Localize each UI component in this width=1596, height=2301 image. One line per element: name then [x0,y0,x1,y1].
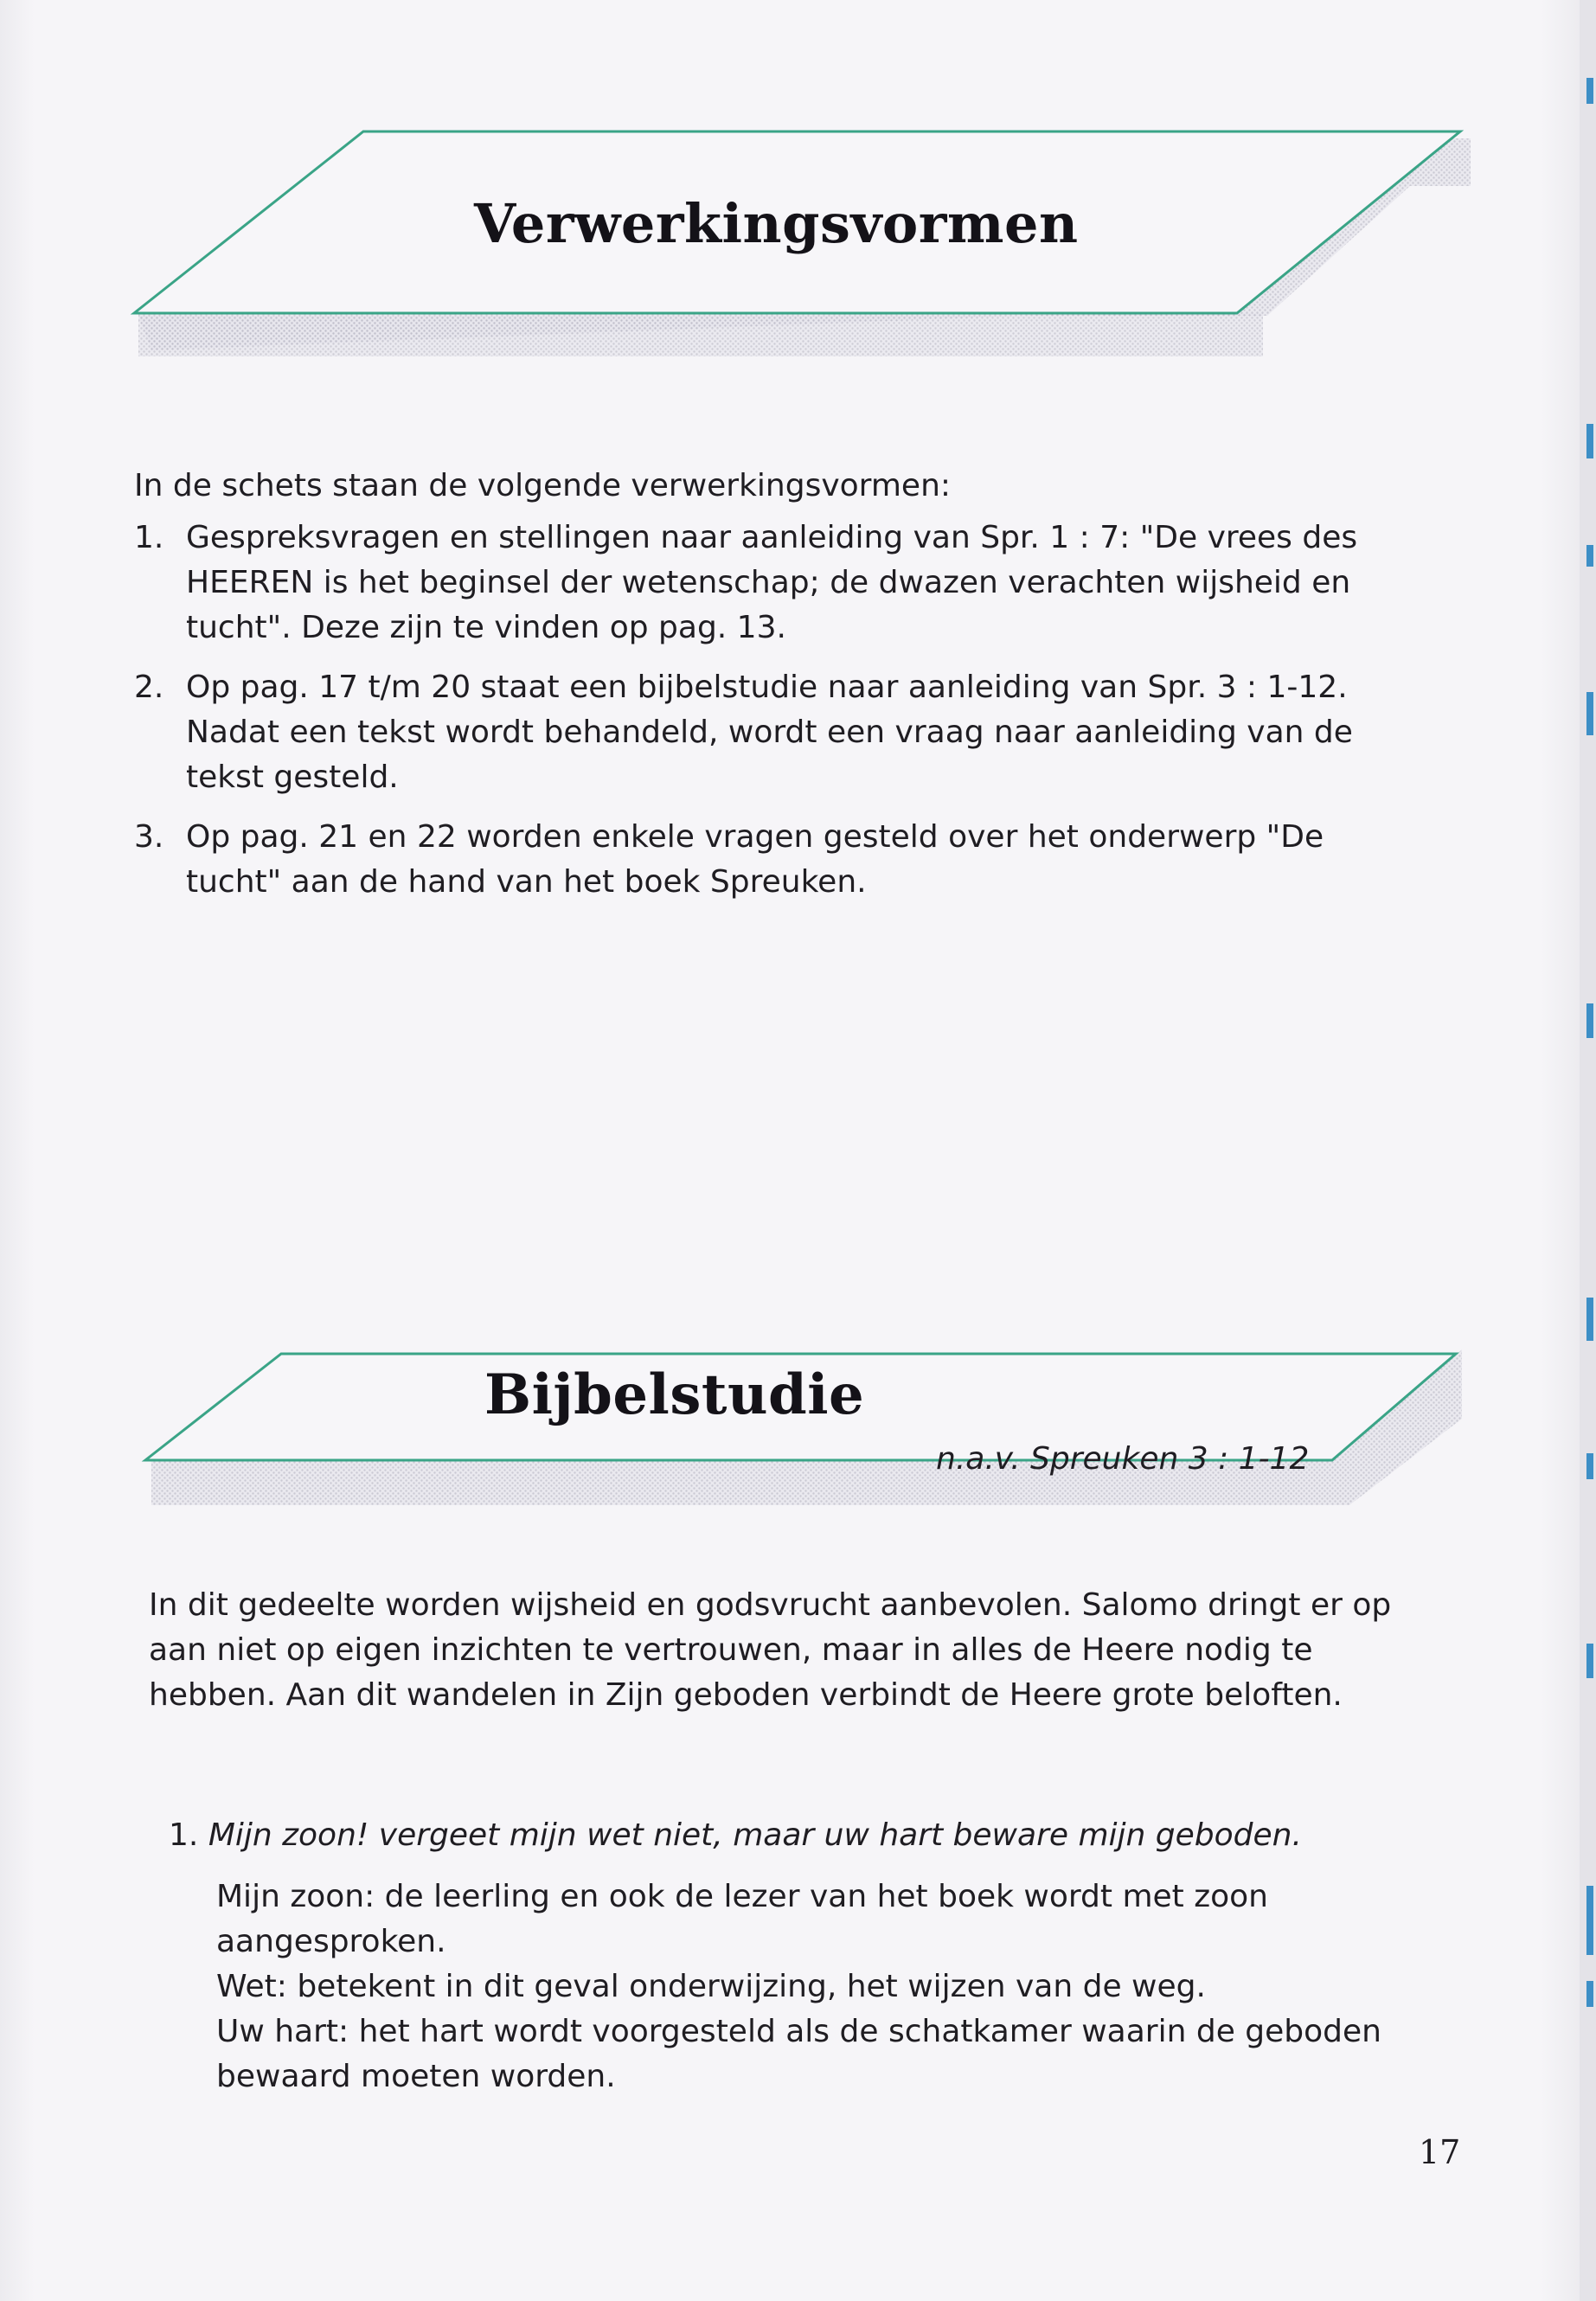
list-item-number: 2. [134,670,164,705]
question-1 [169,1813,1466,1858]
section2-intro: In dit gedeelte worden wijsheid en godsvrucht aanbevolen. Salomo dringt er op aan niet op eigen inzichten te vertrouwen, maar in alles de Heere nodig te hebben. Aan dit wandelen in Zijn geboden verbindt de Heere grote beloften. [149,1587,1392,1713]
section-title-verwerkingsvormen: Verwerkingsvormen [474,192,1079,255]
question-number: 1. [169,1817,199,1853]
next-page-edge [1580,0,1596,2301]
list-item-text: Gespreksvragen en stellingen naar aanleiding van Spr. 1 : 7: "De vrees des HEEREN is het beginsel der wetenschap; de dwazen verachten wijsheid en tucht". Deze zijn te vinden op pag. 13. [186,520,1358,645]
page-number: 17 [1419,2133,1461,2171]
explanation-line: Uw hart: het hart wordt voorgesteld als de schatkamer waarin de geboden bewaard moeten worden. [216,2014,1381,2094]
list-item-number: 1. [134,520,164,555]
section-subtitle: n.a.v. Spreuken 3 : 1-12 [936,1441,1310,1477]
list-item [134,815,1406,905]
question-1-explanations [216,1875,1427,2099]
question-text: Mijn zoon! vergeet mijn wet niet, maar uw hart beware mijn geboden. [208,1817,1302,1853]
list-item [134,516,1406,651]
list-item-text: Op pag. 17 t/m 20 staat een bijbelstudie naar aanleiding van Spr. 3 : 1-12. Nadat een tekst wordt behandeld, wordt een vraag naar aanleiding van de tekst gesteld. [186,670,1353,795]
section1-intro: In de schets staan de volgende verwerkingsvormen: [134,468,952,503]
list-item-text: Op pag. 21 en 22 worden enkele vragen gesteld over het onderwerp "De tucht" aan de hand van het boek Spreuken. [186,819,1324,900]
list-item [134,665,1406,800]
verwerkingsvormen-list [134,516,1406,905]
section-title-bijbelstudie: Bijbelstudie [484,1362,865,1427]
list-item-number: 3. [134,819,164,855]
banner1-shadow-bottom [138,313,1263,356]
explanation-line: Wet: betekent in dit geval onderwijzing, het wijzen van de weg. [216,1969,1206,2004]
explanation-line: Mijn zoon: de leerling en ook de lezer van het boek wordt met zoon aangesproken. [216,1879,1269,1959]
